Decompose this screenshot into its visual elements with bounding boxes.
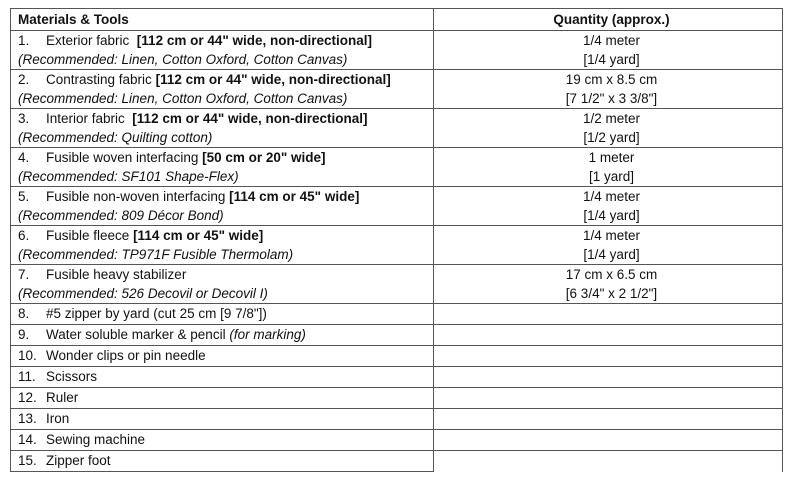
quantity-imperial: [1/4 yard] bbox=[583, 208, 640, 223]
material-row bbox=[11, 109, 783, 148]
item-number: 7. bbox=[18, 267, 30, 282]
tool-cell bbox=[11, 430, 434, 451]
tool-cell bbox=[11, 367, 434, 388]
item-name: Fusible woven interfacing bbox=[46, 150, 199, 165]
material-row bbox=[11, 31, 783, 70]
item-recommendation: (Recommended: SF101 Shape-Flex) bbox=[18, 169, 239, 184]
item-number: 5. bbox=[18, 189, 30, 204]
item-spec: [114 cm or 45" wide] bbox=[133, 228, 264, 243]
header-quantity: Quantity (approx.) bbox=[434, 9, 783, 31]
item-number: 1. bbox=[18, 33, 30, 48]
material-cell bbox=[11, 226, 434, 265]
item-name: Iron bbox=[46, 411, 70, 426]
quantity-cell bbox=[434, 31, 783, 70]
quantity-cell bbox=[434, 70, 783, 109]
quantity-imperial: [1/2 yard] bbox=[583, 130, 640, 145]
material-row bbox=[11, 226, 783, 265]
item-recommendation: (Recommended: 526 Decovil or Decovil I) bbox=[18, 286, 268, 301]
quantity-metric: 1/2 meter bbox=[582, 111, 641, 126]
item-recommendation: (Recommended: TP971F Fusible Thermolam) bbox=[18, 247, 294, 262]
quantity-imperial: [7 1/2" x 3 3/8"] bbox=[565, 91, 658, 106]
tool-cell bbox=[11, 304, 434, 325]
quantity-metric: 1/4 meter bbox=[582, 189, 641, 204]
quantity-imperial: [1 yard] bbox=[588, 169, 635, 184]
item-number: 3. bbox=[18, 111, 30, 126]
item-number: 4. bbox=[18, 150, 30, 165]
item-spec: [112 cm or 44" wide, non-directional] bbox=[155, 72, 391, 87]
quantity-cell bbox=[434, 148, 783, 187]
quantity-cell bbox=[434, 265, 783, 304]
item-note: (for marking) bbox=[229, 327, 306, 342]
quantity-imperial: [6 3/4" x 2 1/2"] bbox=[565, 286, 658, 301]
material-cell bbox=[11, 31, 434, 70]
quantity-metric: 1/4 meter bbox=[582, 228, 641, 243]
item-recommendation: (Recommended: 809 Décor Bond) bbox=[18, 208, 224, 223]
item-spec: [112 cm or 44" wide, non-directional] bbox=[136, 33, 373, 48]
item-spec: [112 cm or 44" wide, non-directional] bbox=[132, 111, 368, 126]
tool-cell bbox=[11, 409, 434, 430]
item-name: Interior fabric bbox=[46, 111, 125, 126]
materials-table bbox=[10, 8, 783, 472]
material-cell bbox=[11, 265, 434, 304]
material-cell bbox=[11, 109, 434, 148]
item-name: Sewing machine bbox=[46, 432, 146, 447]
quantity-metric: 1/4 meter bbox=[582, 33, 641, 48]
tool-cell bbox=[11, 451, 434, 472]
material-cell bbox=[11, 70, 434, 109]
item-name: Fusible heavy stabilizer bbox=[46, 267, 187, 282]
item-number: 13. bbox=[18, 411, 37, 426]
tool-cell bbox=[11, 388, 434, 409]
item-name: Wonder clips or pin needle bbox=[46, 348, 206, 363]
item-number: 11. bbox=[18, 369, 36, 384]
material-cell bbox=[11, 148, 434, 187]
item-recommendation: (Recommended: Linen, Cotton Oxford, Cotton Canvas) bbox=[18, 52, 348, 67]
tool-row bbox=[11, 304, 783, 325]
quantity-metric: 19 cm x 8.5 cm bbox=[565, 72, 658, 87]
material-row bbox=[11, 265, 783, 304]
item-recommendation: (Recommended: Quilting cotton) bbox=[18, 130, 213, 145]
item-number: 2. bbox=[18, 72, 30, 87]
item-number: 14. bbox=[18, 432, 37, 447]
item-spec: [114 cm or 45" wide] bbox=[229, 189, 360, 204]
header-materials: Materials & Tools bbox=[11, 9, 434, 31]
tool-row bbox=[11, 388, 783, 409]
item-recommendation: (Recommended: Linen, Cotton Oxford, Cotton Canvas) bbox=[18, 91, 348, 106]
item-name: #5 zipper by yard (cut 25 cm [9 7/8"]) bbox=[46, 306, 267, 321]
tool-row bbox=[11, 325, 783, 346]
quantity-imperial: [1/4 yard] bbox=[583, 52, 640, 67]
item-name: Ruler bbox=[46, 390, 79, 405]
tool-cell bbox=[11, 325, 434, 346]
item-number: 9. bbox=[18, 327, 30, 342]
quantity-cell bbox=[434, 109, 783, 148]
quantity-metric: 17 cm x 6.5 cm bbox=[565, 267, 658, 282]
item-name: Scissors bbox=[46, 369, 98, 384]
tool-row bbox=[11, 409, 783, 430]
item-spec: [50 cm or 20" wide] bbox=[202, 150, 326, 165]
item-name: Contrasting fabric bbox=[46, 72, 152, 87]
item-name: Fusible non-woven interfacing bbox=[46, 189, 226, 204]
quantity-cell bbox=[434, 187, 783, 226]
material-row bbox=[11, 148, 783, 187]
item-number: 15. bbox=[18, 453, 37, 468]
quantity-cell bbox=[434, 226, 783, 265]
tool-row bbox=[11, 430, 783, 451]
item-number: 12. bbox=[18, 390, 37, 405]
item-name: Exterior fabric bbox=[46, 33, 130, 48]
material-row bbox=[11, 70, 783, 109]
tool-row bbox=[11, 346, 783, 367]
tool-row bbox=[11, 367, 783, 388]
quantity-metric: 1 meter bbox=[588, 150, 635, 165]
material-cell bbox=[11, 187, 434, 226]
header-row bbox=[11, 9, 783, 31]
item-number: 10. bbox=[18, 348, 37, 363]
item-number: 8. bbox=[18, 306, 30, 321]
material-row bbox=[11, 187, 783, 226]
quantity-imperial: [1/4 yard] bbox=[583, 247, 640, 262]
tool-cell bbox=[11, 346, 434, 367]
item-name: Zipper foot bbox=[46, 453, 111, 468]
item-name: Water soluble marker & pencil bbox=[46, 327, 226, 342]
item-number: 6. bbox=[18, 228, 30, 243]
item-name: Fusible fleece bbox=[46, 228, 130, 243]
tool-row bbox=[11, 451, 783, 472]
